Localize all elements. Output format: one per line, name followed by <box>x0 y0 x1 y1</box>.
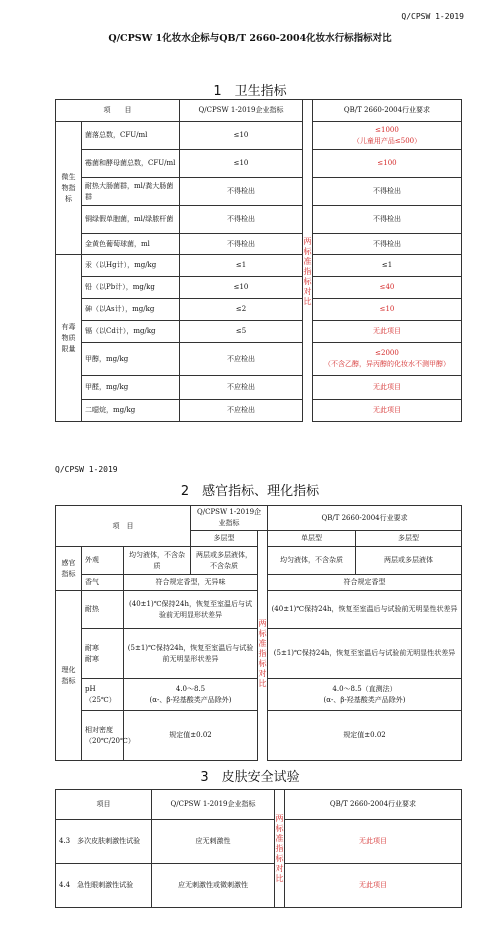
doc-code-label: Q/CPSW 1-2019 <box>55 465 118 474</box>
col-header-enterprise: Q/CPSW 1-2019企业指标 <box>180 100 303 122</box>
col-header-item: 项目 <box>56 790 152 820</box>
group-microbe: 微生物指标 <box>56 122 82 255</box>
row-name: 铅（以Pb计），mg/kg <box>82 277 180 299</box>
cell-ind-density: 规定值±0.02 <box>268 711 462 761</box>
cell-ent-heat: (40±1)℃保持24h，恢复至室温后与试验前无明显形状差异 <box>124 591 258 629</box>
skin-safety-table <box>55 789 462 908</box>
row-density: 相对密度（20℃/20℃） <box>82 711 124 761</box>
row-industry: 无此项目 <box>313 376 462 400</box>
row-name: 镉（以Cd计），mg/kg <box>82 321 180 343</box>
row-cold: 耐寒 耐寒 <box>82 629 124 679</box>
row-enterprise: 不应检出 <box>180 376 303 400</box>
row-enterprise: ≤10 <box>180 277 303 299</box>
cell-ent-single: 均匀液体，不含杂质 <box>124 547 191 575</box>
row-name: 汞（以Hg计），mg/kg <box>82 255 180 277</box>
row-enterprise: 不应检出 <box>180 343 303 376</box>
row-name: 砷（以As计），mg/kg <box>82 299 180 321</box>
compare-label: 两标准指标对比 <box>275 790 285 908</box>
row-enterprise: ≤1 <box>180 255 303 277</box>
row-industry: 不得检出 <box>313 206 462 234</box>
cell-ind-single: 均匀液体，不含杂质 <box>268 547 356 575</box>
cell-ind-cold: (5±1)℃保持24h，恢复至室温后与试验前无明显性状差异 <box>268 629 462 679</box>
section-2-heading: 2 感官指标、理化指标 <box>180 484 320 499</box>
cell-ind-ph: 4.0～8.5（直测法） (α-、β-羟基酸类产品除外) <box>268 679 462 711</box>
cell-ent-odor: 符合规定香型，无异味 <box>124 575 258 591</box>
subheader-multi: 多层型 <box>356 531 462 547</box>
row-enterprise: 不得检出 <box>180 178 303 206</box>
cell-ent-ph: 4.0～8.5 (α-、β-羟基酸类产品除外) <box>124 679 258 711</box>
row-industry: 无此项目 <box>285 820 462 864</box>
row-industry: ≤1000 （儿童用产品≤500） <box>313 122 462 150</box>
row-name: 二噁烷，mg/kg <box>82 400 180 422</box>
row-enterprise: ≤10 <box>180 122 303 150</box>
col-header-enterprise: Q/CPSW 1-2019企业指标 <box>152 790 275 820</box>
cell-ent-multi: 两层或多层液体，不含杂质 <box>191 547 258 575</box>
row-enterprise: 不得检出 <box>180 206 303 234</box>
col-header-industry: QB/T 2660-2004行业要求 <box>313 100 462 122</box>
header-doc-code: Q/CPSW 1-2019 <box>401 12 464 21</box>
col-header-industry: QB/T 2660-2004行业要求 <box>285 790 462 820</box>
cell-ind-multi: 两层或多层液体 <box>356 547 462 575</box>
cell-ind-heat: (40±1)℃保持24h，恢复至室温后与试验前无明显性状差异 <box>268 591 462 629</box>
row-industry: ≤40 <box>313 277 462 299</box>
row-enterprise: 不得检出 <box>180 234 303 255</box>
row-industry: 不得检出 <box>313 178 462 206</box>
divider-gap <box>303 100 313 122</box>
row-industry: ≤2000 （不含乙醇，异丙醇的化妆水不测甲醇） <box>313 343 462 376</box>
row-enterprise: ≤10 <box>180 150 303 178</box>
row-name: 耐热大肠菌群，ml/粪大肠菌群 <box>82 178 180 206</box>
compare-label: 两标准指标对比 <box>303 122 313 422</box>
row-name: 金黄色葡萄球菌，ml <box>82 234 180 255</box>
row-appearance: 外观 <box>82 547 124 575</box>
row-enterprise: ≤5 <box>180 321 303 343</box>
row-name: 霉菌和酵母菌总数，CFU/ml <box>82 150 180 178</box>
row-name: 4.4 急性眼刺激性试验 <box>56 864 152 908</box>
row-ph: pH（25℃） <box>82 679 124 711</box>
section-3-heading: 3 皮肤安全试验 <box>200 770 300 785</box>
subheader-multi: 多层型 <box>191 531 258 547</box>
group-physchem: 理化指标 <box>56 591 82 761</box>
col-header-industry: QB/T 2660-2004行业要求 <box>268 506 462 531</box>
row-name: 铜绿假单胞菌，ml/绿脓杆菌 <box>82 206 180 234</box>
row-enterprise: 应无刺激性或微刺激性 <box>152 864 275 908</box>
row-name: 4.3 多次皮肤刺激性试验 <box>56 820 152 864</box>
row-industry: 无此项目 <box>313 400 462 422</box>
compare-label: 两标准指标对比 <box>258 547 268 761</box>
row-heat: 耐热 <box>82 591 124 629</box>
col-header-item: 项 目 <box>56 506 191 547</box>
document-title: Q/CPSW 1化妆水企标与QB/T 2660-2004化妆水行标指标对比 <box>108 33 392 44</box>
group-sensory: 感官指标 <box>56 547 82 591</box>
subheader-single: 单层型 <box>268 531 356 547</box>
col-header-item: 项 目 <box>56 100 180 122</box>
row-enterprise: 不应检出 <box>180 400 303 422</box>
col-header-enterprise: Q/CPSW 1-2019企业指标 <box>191 506 268 531</box>
row-industry: 无此项目 <box>313 321 462 343</box>
cell-ent-cold: (5±1)℃保持24h，恢复至室温后与试验前无明显形状差异 <box>124 629 258 679</box>
row-industry: ≤100 <box>313 150 462 178</box>
section-1-heading: 1 卫生指标 <box>213 84 287 99</box>
divider-gap <box>258 531 268 547</box>
row-name: 甲醇，mg/kg <box>82 343 180 376</box>
row-industry: 无此项目 <box>285 864 462 908</box>
cell-ind-odor: 符合规定香型 <box>268 575 462 591</box>
hygiene-table <box>55 99 462 422</box>
row-name: 甲醛，mg/kg <box>82 376 180 400</box>
row-name: 菌落总数，CFU/ml <box>82 122 180 150</box>
cell-ent-density: 规定值±0.02 <box>124 711 258 761</box>
row-enterprise: ≤2 <box>180 299 303 321</box>
sensory-physchem-table <box>55 505 462 761</box>
row-enterprise: 应无刺激性 <box>152 820 275 864</box>
row-industry: ≤10 <box>313 299 462 321</box>
group-toxic: 有毒物质限量 <box>56 255 82 422</box>
row-industry: 不得检出 <box>313 234 462 255</box>
row-odor: 香气 <box>82 575 124 591</box>
row-industry: ≤1 <box>313 255 462 277</box>
